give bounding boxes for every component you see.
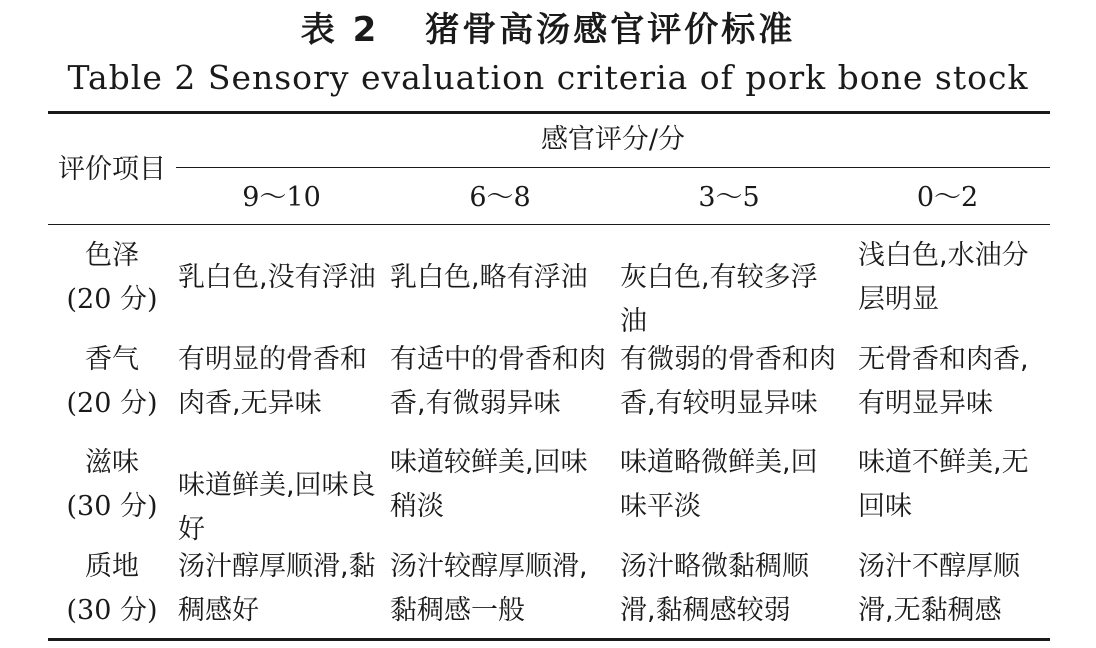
bottom-rule xyxy=(48,638,1050,641)
top-rule xyxy=(48,111,1050,114)
table-cell: 有微弱的骨香和肉香,有较明显异味 xyxy=(620,344,836,419)
header-sub-rule xyxy=(176,167,1050,168)
table-cell: 汤汁较醇厚顺滑,黏稠感一般 xyxy=(390,551,588,626)
row-attribute: 色泽 xyxy=(85,240,139,271)
table-row-header xyxy=(48,441,176,529)
table-cell: 有适中的骨香和肉香,有微弱异味 xyxy=(390,344,606,419)
row-points: (20 分) xyxy=(66,284,158,315)
row-points: (20 分) xyxy=(66,388,158,419)
header-rule xyxy=(48,224,1050,225)
table-cell: 乳白色,略有浮油 xyxy=(390,262,588,293)
score-range-header: 6～8 xyxy=(469,182,531,213)
row-attribute: 质地 xyxy=(85,551,139,582)
row-points: (30 分) xyxy=(66,491,158,522)
table-cell: 浅白色,水油分层明显 xyxy=(858,240,1029,315)
table-cell: 味道略微鲜美,回味平淡 xyxy=(620,447,818,522)
table-cell: 味道鲜美,回味良好 xyxy=(178,470,376,545)
table-title-cn: 猪骨高汤感官评价标准 xyxy=(425,10,796,50)
table-row-header xyxy=(48,545,176,633)
table-title-en: Table 2 Sensory evaluation criteria of pork bone stock xyxy=(67,58,1029,97)
item-column-header: 评价项目 xyxy=(58,154,166,185)
table-cell: 汤汁醇厚顺滑,黏稠感好 xyxy=(178,551,376,626)
score-column-header: 感官评分/分 xyxy=(540,124,686,155)
score-range-header: 9～10 xyxy=(242,182,321,213)
row-points: (30 分) xyxy=(66,595,158,626)
table-cell: 无骨香和肉香,有明显异味 xyxy=(858,344,1029,419)
table-row-header xyxy=(48,234,176,322)
table-row-header xyxy=(48,338,176,426)
table-cell: 味道不鲜美,无回味 xyxy=(858,447,1029,522)
table-cell: 乳白色,没有浮油 xyxy=(178,262,376,293)
score-range-header: 3～5 xyxy=(698,182,760,213)
row-attribute: 滋味 xyxy=(85,447,139,478)
table-cell: 有明显的骨香和肉香,无异味 xyxy=(178,344,367,419)
score-range-header: 0～2 xyxy=(916,182,979,213)
table-cell: 汤汁不醇厚顺滑,无黏稠感 xyxy=(858,551,1020,626)
table-cell: 灰白色,有较多浮油 xyxy=(620,262,818,337)
table-caption-cn xyxy=(0,2,1096,51)
table-cell: 味道较鲜美,回味稍淡 xyxy=(390,447,588,522)
table-label: 表 2 xyxy=(300,10,380,50)
table-cell: 汤汁略微黏稠顺滑,黏稠感较弱 xyxy=(620,551,809,626)
row-attribute: 香气 xyxy=(85,344,139,375)
